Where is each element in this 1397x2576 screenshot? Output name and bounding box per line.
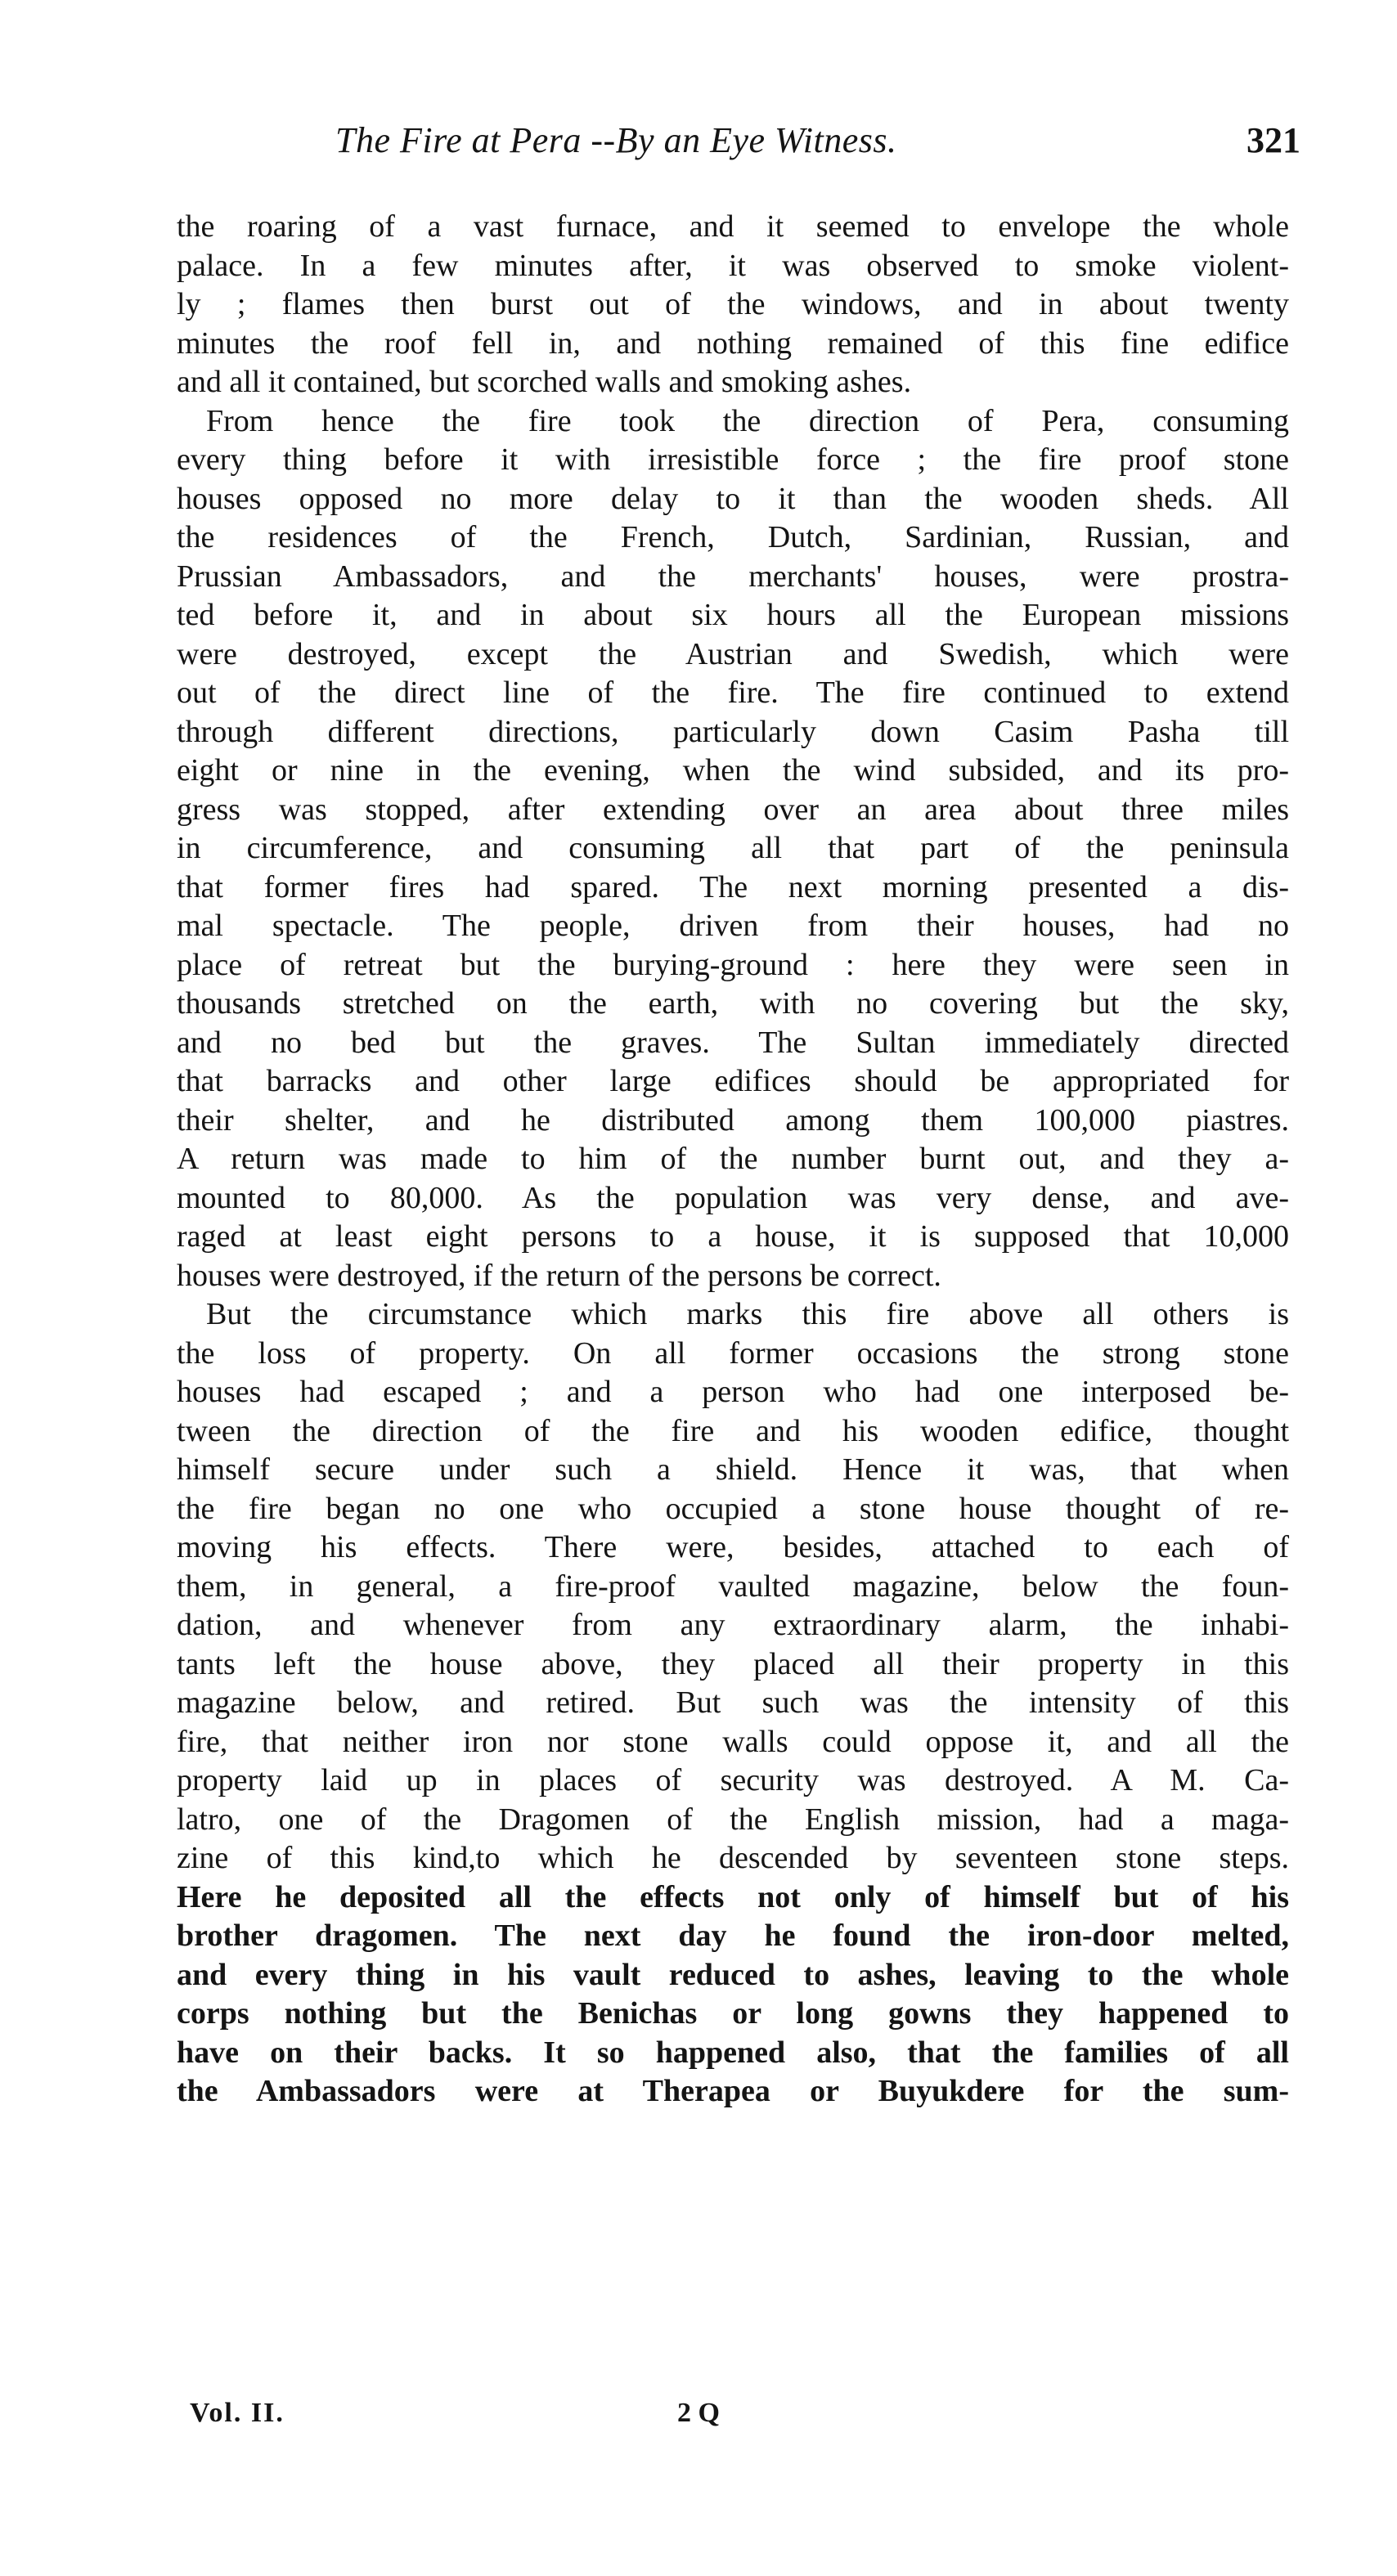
text-line: Here he deposited all the effects not only of himself but of his	[177, 1879, 1289, 1914]
text-line: magazine below, and retired. But such was the intensity of this	[177, 1685, 1289, 1720]
text-line: But the circumstance which marks this fire above all others is	[206, 1297, 1289, 1331]
text-line: place of retreat but the burying-ground : here they were seen in	[177, 947, 1289, 982]
volume-mark: Vol. II.	[190, 2398, 285, 2428]
text-line: mounted to 80,000. As the population was very dense, and ave-	[177, 1180, 1289, 1215]
text-line: tants left the house above, they placed all their property in this	[177, 1646, 1289, 1681]
text-line: moving his effects. There were, besides, attached to each of	[177, 1530, 1289, 1564]
paragraph-2	[177, 402, 1289, 1296]
text-line: through different directions, particularly down Casim Pasha till	[177, 714, 1289, 749]
text-line: ted before it, and in about six hours all the European missions	[177, 598, 1289, 632]
text-line: their shelter, and he distributed among them 100,000 piastres.	[177, 1102, 1289, 1138]
text-line: property laid up in places of security was destroyed. A M. Ca-	[177, 1763, 1289, 1797]
text-line: houses were destroyed, if the return of the persons be correct.	[177, 1258, 941, 1293]
text-line: out of the direct line of the fire. The fire continued to extend	[177, 675, 1289, 710]
text-line: thousands stretched on the earth, with no covering but the sky,	[177, 986, 1289, 1021]
text-line: the residences of the French, Dutch, Sardinian, Russian, and	[177, 520, 1289, 554]
text-line: minutes the roof fell in, and nothing remained of this fine edifice	[177, 325, 1289, 361]
text-line: latro, one of the Dragomen of the English mission, had a maga-	[177, 1802, 1289, 1837]
text-line: dation, and whenever from any extraordinary alarm, the inhabi-	[177, 1608, 1289, 1642]
text-line: that barracks and other large edifices should be appropriated for	[177, 1064, 1289, 1098]
text-line: houses opposed no more delay to it than the wooden sheds. All	[177, 481, 1289, 516]
text-line: every thing before it with irresistible force ; the fire proof stone	[177, 442, 1289, 477]
text-line: raged at least eight persons to a house, it is supposed that 10,000	[177, 1219, 1289, 1254]
body-text	[177, 208, 1289, 2112]
text-line: A return was made to him of the number burnt out, and they a-	[177, 1142, 1289, 1176]
text-line: and every thing in his vault reduced to ashes, leaving to the whole	[177, 1957, 1289, 1992]
text-line: corps nothing but the Benichas or long gowns they happened to	[177, 1996, 1289, 2031]
text-line: ly ; flames then burst out of the windows, and in about twenty	[177, 287, 1289, 321]
paragraph-3	[177, 1295, 1289, 2112]
text-line: tween the direction of the fire and his wooden edifice, thought	[177, 1413, 1289, 1448]
text-line: palace. In a few minutes after, it was observed to smoke violent-	[177, 248, 1289, 283]
text-line: the fire began no one who occupied a stone house thought of re-	[177, 1491, 1289, 1526]
text-line: fire, that neither iron nor stone walls could oppose it, and all the	[177, 1724, 1289, 1759]
running-head: The Fire at Pera --By an Eye Witness.	[335, 120, 897, 160]
text-line: have on their backs. It so happened also, that the families of all	[177, 2035, 1289, 2070]
text-line: brother dragomen. The next day he found the iron-door melted,	[177, 1919, 1289, 1953]
text-line: and no bed but the graves. The Sultan immediately directed	[177, 1025, 1289, 1060]
text-line: eight or nine in the evening, when the wind subsided, and its pro-	[177, 753, 1289, 788]
text-line: that former fires had spared. The next morning presented a dis-	[177, 869, 1289, 904]
text-line: From hence the fire took the direction of Pera, consuming	[206, 403, 1289, 438]
text-line: himself secure under such a shield. Hence it was, that when	[177, 1452, 1289, 1487]
text-line: mal spectacle. The people, driven from their houses, had no	[177, 909, 1289, 943]
text-line: the Ambassadors were at Therapea or Buyukdere for the sum-	[177, 2074, 1289, 2108]
paragraph-1	[177, 208, 1289, 402]
text-line: houses had escaped ; and a person who had one interposed be-	[177, 1375, 1289, 1409]
text-line: Prussian Ambassadors, and the merchants' houses, were prostra-	[177, 559, 1289, 594]
text-line: gress was stopped, after extending over an area about three miles	[177, 792, 1289, 827]
text-line: in circumference, and consuming all that part of the peninsula	[177, 831, 1289, 865]
text-line: them, in general, a fire-proof vaulted magazine, below the foun-	[177, 1568, 1289, 1604]
text-line: were destroyed, except the Austrian and Swedish, which were	[177, 636, 1289, 671]
text-line: the roaring of a vast furnace, and it seemed to envelope the whole	[177, 209, 1289, 244]
signature-mark: 2 Q	[677, 2398, 720, 2428]
page-header	[188, 119, 1300, 168]
text-line: and all it contained, but scorched walls and smoking ashes.	[177, 365, 912, 399]
text-line: the loss of property. On all former occasions the strong stone	[177, 1335, 1289, 1371]
text-line: zine of this kind,to which he descended by seventeen stone steps.	[177, 1841, 1289, 1875]
page-number: 321	[1247, 120, 1300, 160]
page-footer	[177, 2398, 1289, 2439]
